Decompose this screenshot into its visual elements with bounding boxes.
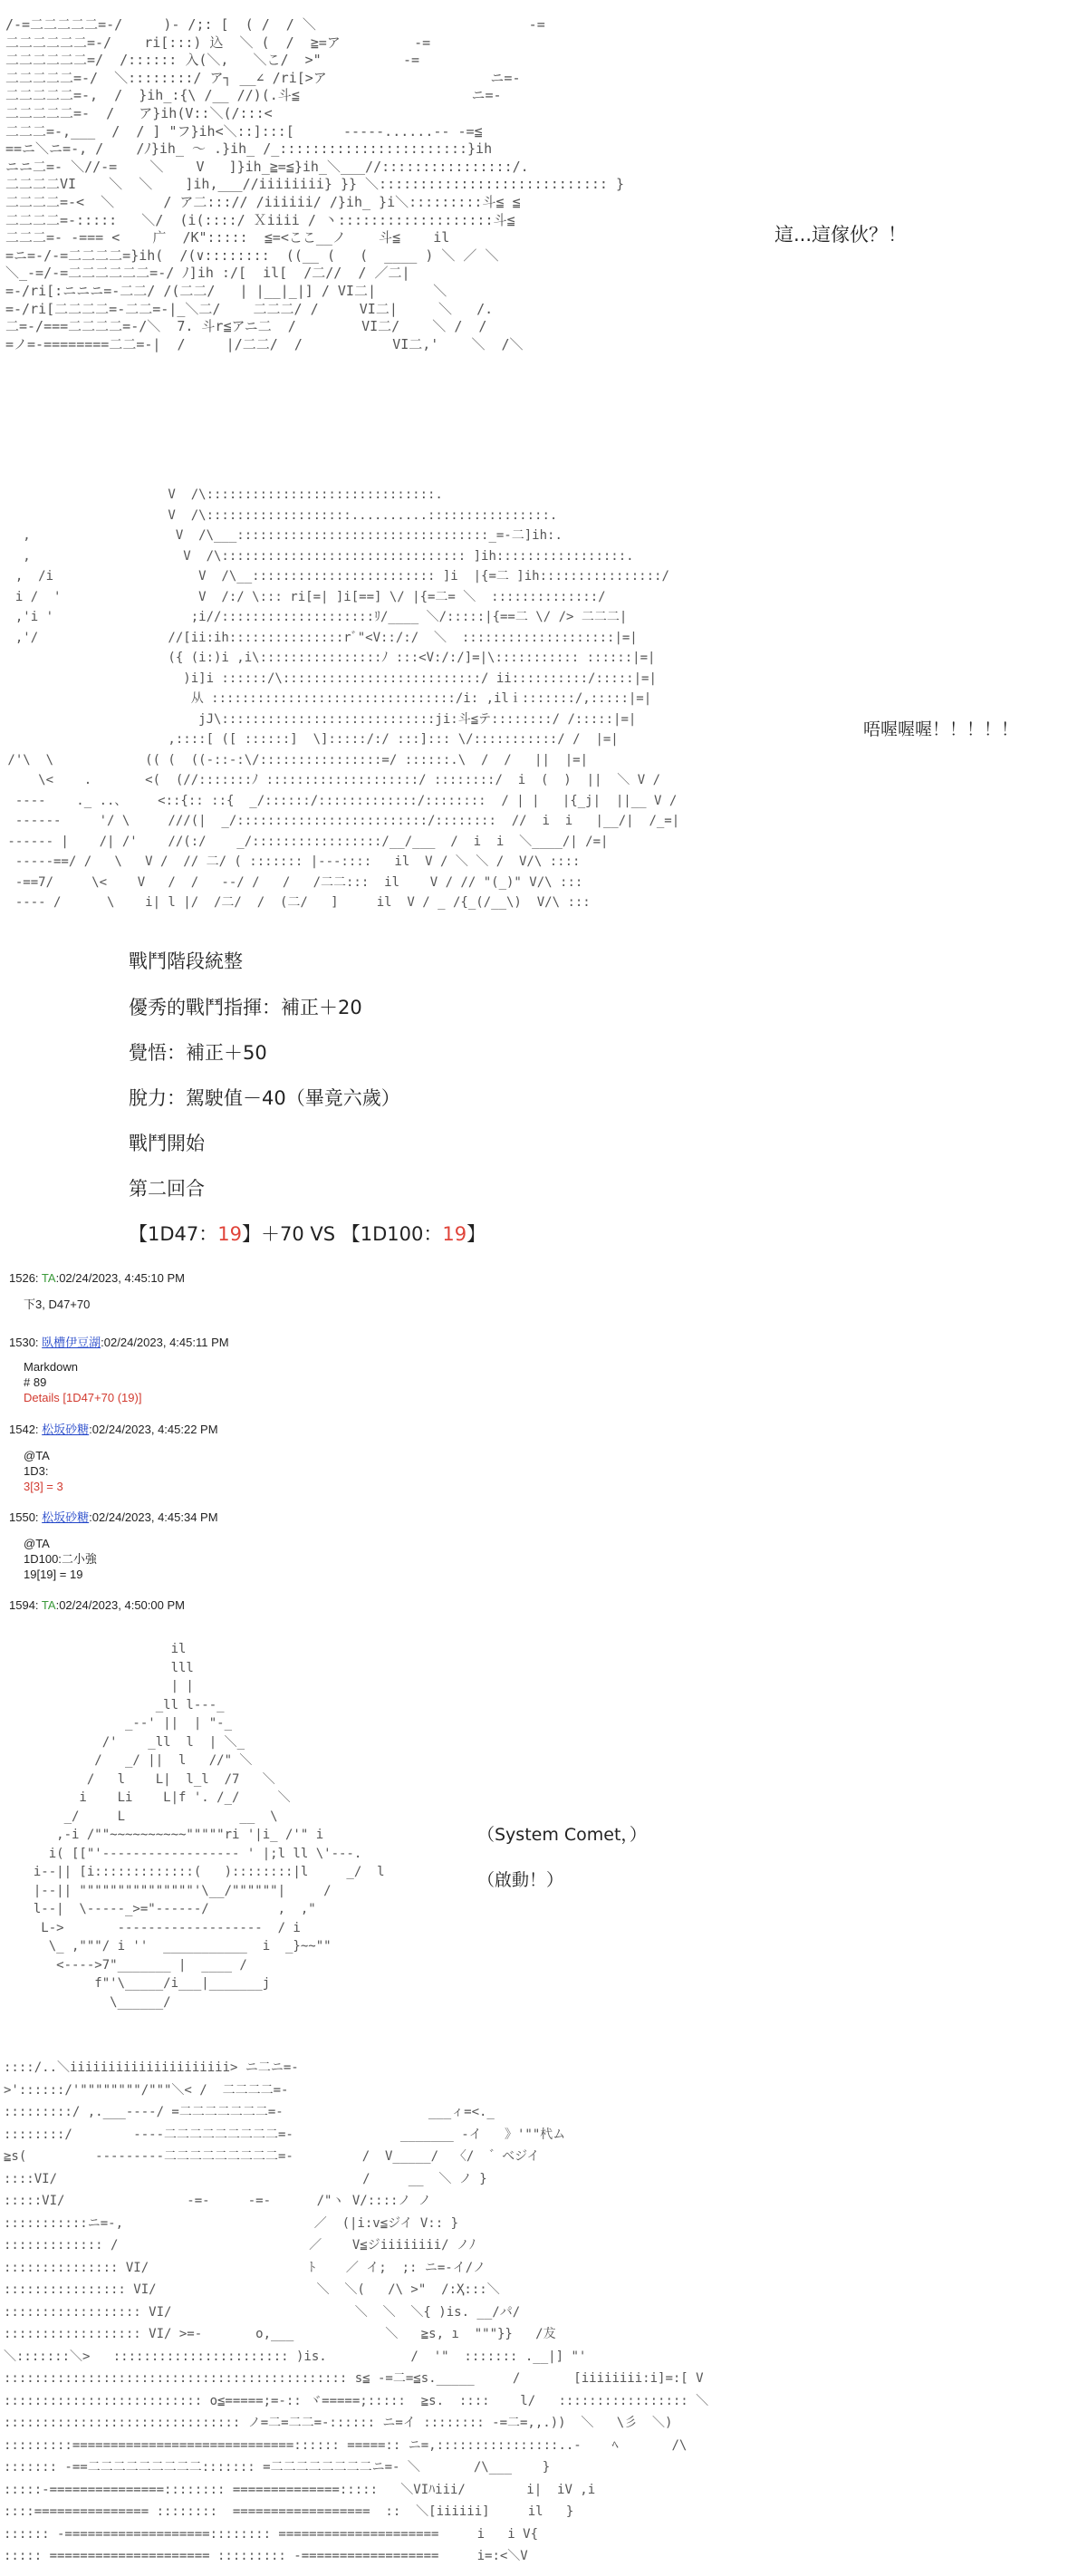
post-number: 1530 [9,1336,35,1349]
post-line: 19[19] = 19 [24,1568,83,1581]
post-body-1526 [24,1297,90,1312]
post-dice-details[interactable]: Details [1D47+70 (19)] [24,1391,142,1404]
post-time: :02/24/2023, 4:45:10 PM [55,1271,185,1285]
ascii-art-panel-2: V /\::::::::::::::::::::::::::::::. V /\:::::::::::::::::::..........::::::::::::::::. , V /\___:::::::::::::::::::::::::::::::::_=-二]ih:. , V /\:::::::::::::::::::::::::::::::: ]ih:::::::::::::::::. , /i V /\__:::::::::::::::::::::::: ]i |{=二 ]ih::::::::::::::::/ i / ' V /:/ \::: ri[=| ]i[==] \/ |{=二= ＼ ::::::::::::::/ ,'i ' ;i//::::::::::::::::::::ﾘ/____ ＼/:::::|{==二 \/ /> 二二二| ,'/ //[ii:ih:::::::::::::::rﾞ"<V::/:/ ＼ ::::::::::::::::::::|=| ({ (i:)i ,i\::::::::::::::::ﾉ :::<V:/:/]=|\::::::::::: ::::::|=| )i]i ::::::/\::::::::::::::::::::::::::/ ii::::::::::/:::::|=| 从 ::::::::::::::::::::::::::::::::/i: ,ilｉ:::::::/,:::::|=| jJ\::::::::::::::::::::::::::::ji:斗≦テ::::::::/ /:::::|=| ,::::[ ([ ::::::] \]:::::/:/ :::]::: \/:::::::::::/ / |=| /'\ \ (( ( ((-::-:\/::::::::::::::::=/ ::::::.\ / / || |=| \< . <( (//:::::::ﾉ ::::::::::::::::::::/ ::::::::/ i ( ) || ＼ V / ---- ._ ..、 <::{:: ::{ _/::::::/:::::::::::::/:::::::: / | | |{_j| ||__ V / ------ '/ \ ///(| _/:::::::::::::::::::::::::/:::::::: // i i |__/| /_=| ------ | /| /' //(:/ _/:::::::::::::::::/__/___ / i i ＼____/| /=| -----==/ / \ V / // 二/ ( ::::::: |---:::: il V / ＼ ＼ / V/\ :::: -==7/ \< V / / --/ / / /二二::: il V / // "(_)" V/\ ::: ---- / \ i| l |/ /二/ / (二/ ] il V / _ /{_(/__\) V/\ ::: [7,487,680,910]
dice-b-roll: 19 [442,1223,467,1245]
post-header-1542: 1542: 松坂砂糖:02/24/2023, 4:45:22 PM [9,1423,218,1436]
post-line: @TA [24,1537,50,1550]
post-header-1594: 1594: TA:02/24/2023, 4:50:00 PM [9,1598,185,1612]
post-time: :02/24/2023, 4:45:22 PM [89,1423,218,1436]
dialogue-bubble-4: （啟動！） [477,1870,564,1890]
post-header-1526: 1526: TA:02/24/2023, 4:45:10 PM [9,1271,185,1285]
dice-b-suffix: 】 [467,1223,486,1245]
post-author-link[interactable]: 臥槽伊豆湖 [42,1336,101,1349]
post-line: 下3, D47+70 [24,1298,91,1311]
dice-a-roll: 19 [217,1223,242,1245]
post-line: Markdown [24,1360,78,1374]
post-line: # 89 [24,1375,47,1389]
post-dice-result: 3[3] = 3 [24,1480,63,1493]
post-number: 1542 [9,1423,35,1436]
narration-line-1: 戰鬥階段統整 [129,950,243,972]
narration-line-4: 脫力：駕駛值－40（畢竟六歲） [129,1087,400,1109]
post-author-link[interactable]: 松坂砂糖 [42,1423,90,1436]
narration-line-6: 第二回合 [129,1178,205,1200]
dialogue-bubble-2: 唔喔喔喔！！！！！ [863,719,1019,739]
post-time: :02/24/2023, 4:45:11 PM [101,1336,229,1349]
ascii-art-panel-3: il lll | | _ll l---_ _--' || | "-_ /' _ll l | ＼_ / _/ || l //" ＼ / l L| l_l /7 ＼ i Li L|f '. /_/ ＼ _/ L __ \ ,-i /""~~~~~~~~~~"""""ri '|i_ /'" i i( [["'------------------ ' |;l ll \'---. i--|| [i:::::::::::::( )::::::::|l _/ l |--|| """""""""""""""'\__/""""""| / l--| \-----_>="------/ , ," L-> ------------------- / i \_ ,"""/ i '' ___________ i _}~~"" <---->7"_______ | ____ / f"'\_____/i___|_______j \______/ [33,1642,385,2010]
post-author-link[interactable]: 松坂砂糖 [42,1510,90,1524]
post-number: 1550 [9,1510,35,1524]
post-time: :02/24/2023, 4:45:34 PM [89,1510,218,1524]
post-time: :02/24/2023, 4:50:00 PM [55,1598,185,1612]
post-body-1542 [24,1448,63,1494]
dialogue-bubble-1: 這...這傢伙？！ [774,224,908,246]
ascii-art-panel-4: ::::/..＼iiiiiiiiiiiiiiiiiiiii> ニ二ニ=- >'::::::/'""""""""/"""＼< / 二二二二=- :::::::::/ ,.___----/ =二二二二二二二=- ___ィ=<._ ::::::::/ ----二二二二二二二二二=- _______ -イ 》'""杙ム ≧s( ---------二二二二二二二二二=- / V_____/ 〈/ ゛ベジイ ::::VI/ / __ ＼ ノ } :::::VI/ -=- -=- /"ヽ V/::::ノ ノ :::::::::::ニ=-, ／ (|i:v≦ジイ V:: } ::::::::::::: / ／ V≦ジiiiiiiii/ ノﾉ ::::::::::::::: VI/ ﾄ ／ イ; ;: ニ=-イ/ノ :::::::::::::::: VI/ ＼ ＼( /\ >" /:Ҳ:::＼ :::::::::::::::::: VI/ ＼ ＼ ＼{ )is. __/パ/ :::::::::::::::::: VI/ >=- o,___ ＼ ≧s, ı """}} /犮 ＼:::::::＼> ::::::::::::::::::::::: )is. / '" ::::::: .__|] "' ::::::::::::::::::::::::::::::::::::::::::::: s≦ -=二=≦s._____ / [iiiiiiii:i]=:[ V :::::::::::::::::::::::::: o≦=====;=-:: ヾ=====;::::: ≧s. :::: l/ ::::::::::::::::: ＼ ::::::::::::::::::::::::::::::: ノ=二=二二=-:::::: ニ=イ :::::::: -=二=,,.)) ＼ \彡 ＼) :::::::::=============================:::::: =====:: ニ=,::::::::::::::::..- ﾍ /\ ::::::: -==二二二二二二二二二::::::: =二二二二二二二二ニ=- ＼ /\___ } :::::-===============:::::::: ==============::::: ＼VIﾊiii/ i| iV ,i ::::=============== :::::::: ================== :: ＼[iiiiii] il } :::::: -===================:::::::: ===================== i i V{ ::::: ===================== ::::::::: -================== i=:<＼V [4,2060,709,2563]
dialogue-bubble-3: （System Comet，） [477,1825,647,1845]
dice-result-line [129,1220,486,1247]
narration-line-5: 戰鬥開始 [129,1133,205,1154]
post-header-1530: 1530: 臥槽伊豆湖:02/24/2023, 4:45:11 PM [9,1336,229,1349]
post-line: 1D100:二小強 [24,1552,97,1566]
post-author[interactable]: TA [41,1598,56,1612]
post-number: 1594 [9,1598,35,1612]
post-body-1550 [24,1536,97,1582]
post-header-1550: 1550: 松坂砂糖:02/24/2023, 4:45:34 PM [9,1510,218,1524]
post-number: 1526 [9,1271,35,1285]
post-line: @TA [24,1449,50,1462]
narration-line-3: 覺悟：補正＋50 [129,1042,267,1064]
ascii-art-panel-1: /-=二二二二二=-/ )- /;: [ ( / / ＼ -= 二二二二二二=-/ ri[:::) 込 ＼ ( / ≧=ア -= 二二二二二二=/ /:::::: 入(＼, ＼こ/ >" -= 二二二二二=-/ ＼::::::::/ ア┐ __∠ /ri[>ア ニ=- 二二二二二=-, / }ih_:{\ /__ //)(.斗≦ ニ=- 二二二二二=- / ア}ih(V::＼(/:::< 二二二=-,___ / / ] "フ}ih<＼::]:::[ -----......-- -=≦ ==ニ＼ニ=-, / /ﾉ}ih_ 〜 .}ih_ /_:::::::::::::::::::::::}ih ニニ二=- ＼//-= ＼ V ]}ih_≧=≦}ih_＼___//::::::::::::::::/. 二二二二VI ＼ ＼ ]ih,___//iiiiiiii} }} ＼:::::::::::::::::::::::::::: } 二二二二=-< ＼ / ア二:::// /iiiiii/ /}ih_ }i＼:::::::::斗≦ ≦ 二二二二=-::::: ＼/ (i(::::/ Ｘiiii / 丶:::::::::::::::::::斗≦ 二二二=- -=== < 广 /K"::::: ≦=<ここ__ノ 斗≦ il =ニ=-/-=二二二二=}ih( /(∨:::::::: ((__ ( ( ____ ) ＼ ／ ＼ ＼_-=/-=二二二二二二=-/ ﾉ]ih :/[ il[ /二// / ／二| =-/ri[:ニニニ=-二二/ /(二二/ | |__|_|] / VI二| ＼ =-/ri[二二二二=-二二=-|_＼二/ 二二二/ / VI二| ＼ /. 二=-/===二二二二=-/＼ 7. 斗r≦アニ二 / VI二/ ＼ / / =ノ=-========二二=-| / |/二二/ / VI二,' ＼ /＼ [5,16,624,352]
dice-a-suffix: 】＋70 VS 【1D100： [242,1223,443,1245]
dice-a-prefix: 【1D47： [129,1223,218,1245]
post-body-1530 [24,1359,141,1405]
post-line: 1D3: [24,1464,49,1478]
post-author[interactable]: TA [41,1271,56,1285]
narration-line-2: 優秀的戰鬥指揮：補正＋20 [129,997,362,1018]
